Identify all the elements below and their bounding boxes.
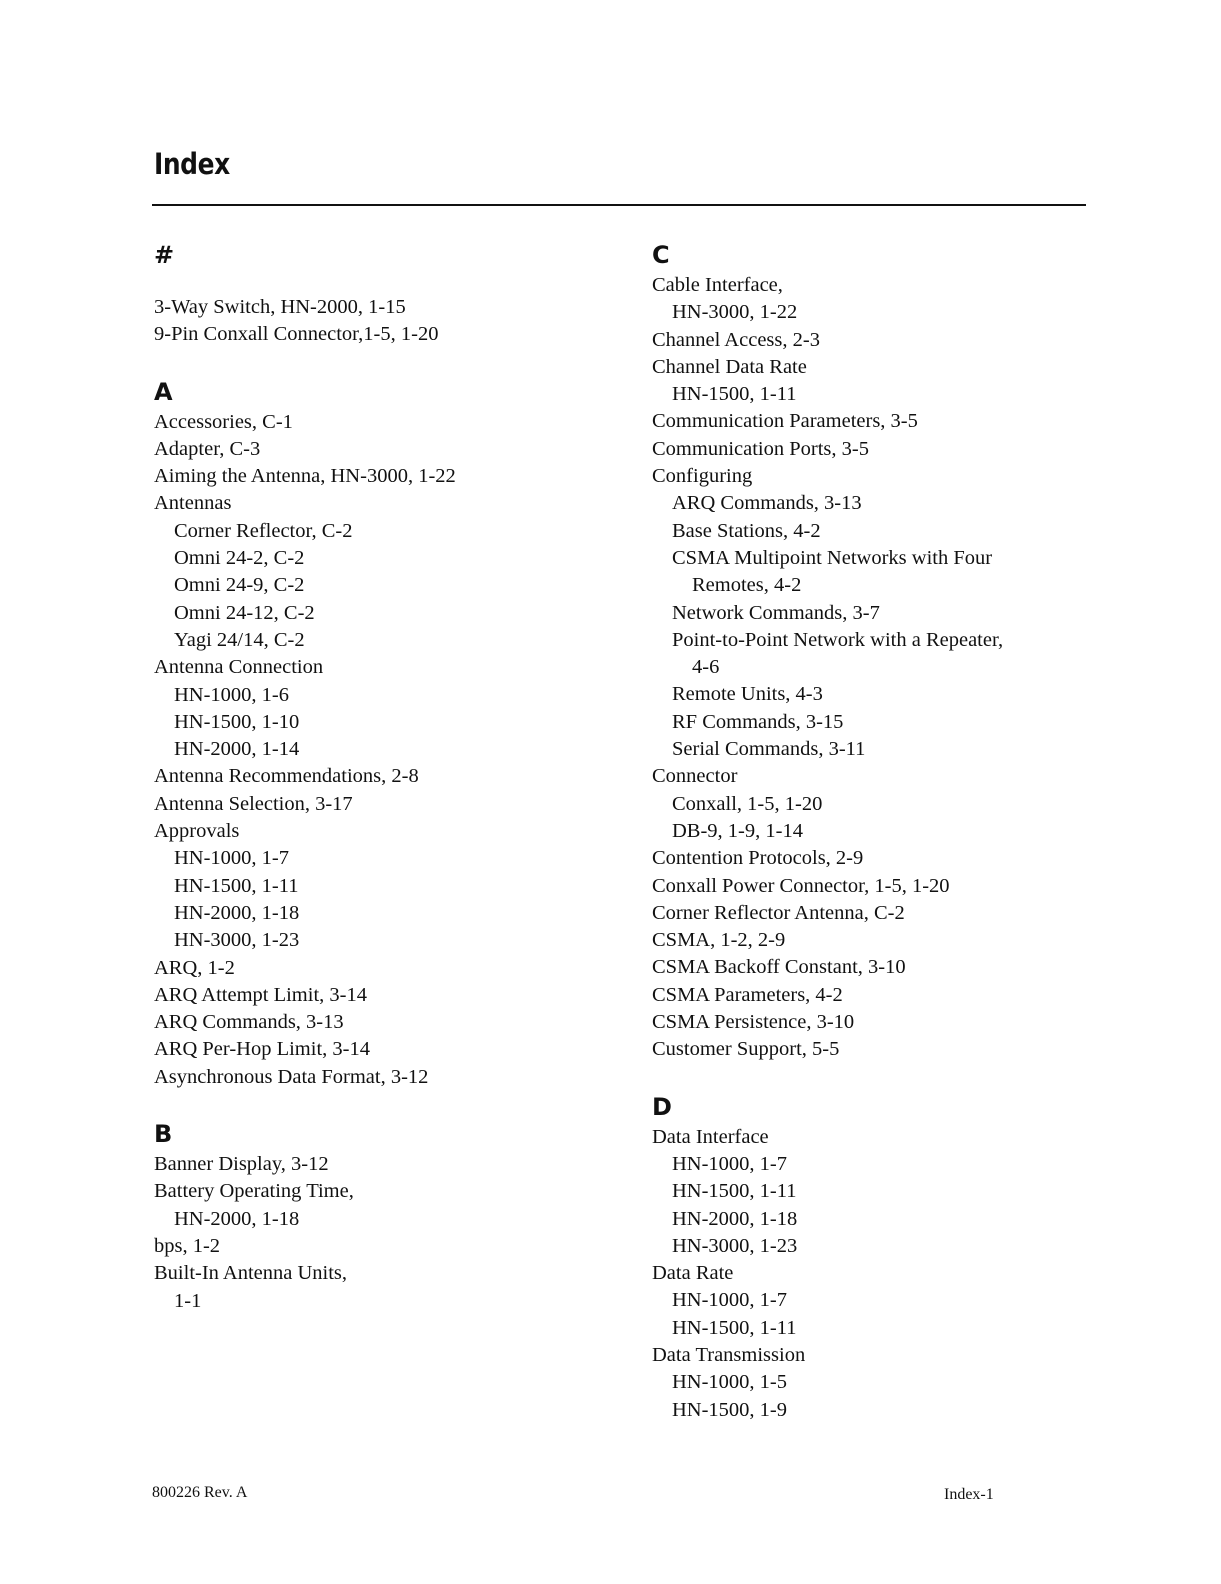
index-subentry: HN-1500, 1-10 <box>174 710 300 733</box>
index-subentry: Serial Commands, 3-11 <box>672 738 866 761</box>
index-subentry: HN-1000, 1-7 <box>672 1289 788 1312</box>
index-entry: Antenna Selection, 3-17 <box>154 792 353 815</box>
index-subentry: HN-3000, 1-23 <box>672 1234 798 1257</box>
index-entry: ARQ Commands, 3-13 <box>154 1011 344 1034</box>
index-entry: Data Rate <box>652 1262 734 1285</box>
index-entry: 9-Pin Conxall Connector,1-5, 1-20 <box>154 323 439 346</box>
index-subentry: 1-1 <box>174 1289 202 1312</box>
index-subentry: HN-3000, 1-22 <box>672 301 798 324</box>
index-entry: Antenna Connection <box>154 656 324 679</box>
index-subentry: HN-1500, 1-11 <box>672 1180 797 1203</box>
index-subentry: Omni 24-2, C-2 <box>174 547 305 570</box>
index-subentry: HN-1500, 1-11 <box>672 383 797 406</box>
index-entry: Connector <box>652 765 738 788</box>
index-subentry: Omni 24-12, C-2 <box>174 601 315 624</box>
index-subentry: HN-1500, 1-9 <box>672 1398 788 1421</box>
section-letter: D <box>652 1092 672 1121</box>
document-number: 800226 Rev. A <box>152 1484 248 1501</box>
index-column-right <box>652 238 1102 1424</box>
index-section <box>652 1090 1102 1424</box>
index-subentry: HN-1500, 1-11 <box>174 874 299 897</box>
index-subentry: Yagi 24/14, C-2 <box>174 628 305 651</box>
index-column-left <box>154 238 624 1315</box>
index-entry: Conxall Power Connector, 1-5, 1-20 <box>652 874 950 897</box>
index-entry: Contention Protocols, 2-9 <box>652 847 864 870</box>
index-section <box>154 1117 624 1315</box>
page-number: Index-1 <box>944 1486 994 1503</box>
index-entry: Customer Support, 5-5 <box>652 1038 840 1061</box>
section-letter: C <box>652 241 670 269</box>
index-section <box>652 238 1102 1064</box>
index-subentry: DB-9, 1-9, 1-14 <box>672 819 803 842</box>
index-subentry: HN-1000, 1-7 <box>174 847 290 870</box>
index-entry: ARQ Attempt Limit, 3-14 <box>154 983 367 1006</box>
index-subentry: Corner Reflector, C-2 <box>174 519 353 542</box>
index-subentry: Point-to-Point Network with a Repeater, <box>672 628 1004 651</box>
section-letter: B <box>154 1120 173 1149</box>
section-letter: A <box>154 377 173 406</box>
index-entry: Channel Data Rate <box>652 355 807 378</box>
section-letter: # <box>154 241 175 269</box>
title-divider <box>152 204 1086 206</box>
index-entry: Data Interface <box>652 1125 769 1148</box>
index-entry: Accessories, C-1 <box>154 410 293 433</box>
index-subentry: HN-1500, 1-11 <box>672 1316 797 1339</box>
index-entry: Asynchronous Data Format, 3-12 <box>154 1065 429 1088</box>
index-subentry: HN-2000, 1-18 <box>672 1207 798 1230</box>
index-subentry: HN-1000, 1-5 <box>672 1371 788 1394</box>
index-entry: Communication Parameters, 3-5 <box>652 410 918 433</box>
index-subentry: CSMA Multipoint Networks with Four <box>672 546 993 569</box>
index-entry: ARQ, 1-2 <box>154 956 235 979</box>
index-entry: bps, 1-2 <box>154 1234 221 1257</box>
index-entry: Built-In Antenna Units, <box>154 1262 348 1285</box>
index-entry: Corner Reflector Antenna, C-2 <box>652 901 905 924</box>
index-subentry: RF Commands, 3-15 <box>672 710 844 733</box>
index-subentry: Conxall, 1-5, 1-20 <box>672 792 823 815</box>
index-entry: CSMA Persistence, 3-10 <box>652 1011 855 1034</box>
index-subentry: HN-1000, 1-6 <box>174 683 290 706</box>
index-subentry: HN-2000, 1-18 <box>174 1207 300 1230</box>
index-section <box>154 238 624 349</box>
index-entry: CSMA, 1-2, 2-9 <box>652 929 786 952</box>
index-entry: Communication Ports, 3-5 <box>652 437 869 460</box>
index-subentry: HN-2000, 1-18 <box>174 901 300 924</box>
index-subentry: HN-2000, 1-14 <box>174 738 300 761</box>
index-subentry: HN-3000, 1-23 <box>174 929 300 952</box>
index-entry: Antennas <box>154 492 232 515</box>
index-subentry: Remotes, 4-2 <box>692 574 802 597</box>
index-subentry: Remote Units, 4-3 <box>672 683 823 706</box>
index-entry: Aiming the Antenna, HN-3000, 1-22 <box>154 465 456 488</box>
index-entry: ARQ Per-Hop Limit, 3-14 <box>154 1038 370 1061</box>
index-subentry: HN-1000, 1-7 <box>672 1152 788 1175</box>
index-entry: Adapter, C-3 <box>154 437 261 460</box>
index-entry: 3-Way Switch, HN-2000, 1-15 <box>154 296 406 318</box>
index-entry: Data Transmission <box>652 1343 806 1366</box>
index-entry: Approvals <box>154 820 240 843</box>
index-subentry: Omni 24-9, C-2 <box>174 574 305 597</box>
index-subentry: ARQ Commands, 3-13 <box>672 492 862 515</box>
index-entry: CSMA Parameters, 4-2 <box>652 983 843 1006</box>
index-entry: CSMA Backoff Constant, 3-10 <box>652 956 906 979</box>
index-entry: Battery Operating Time, <box>154 1180 354 1203</box>
index-subentry: Base Stations, 4-2 <box>672 519 821 542</box>
page-title: Index <box>154 147 230 181</box>
index-section <box>154 375 624 1091</box>
index-entry: Channel Access, 2-3 <box>652 328 820 351</box>
index-entry: Antenna Recommendations, 2-8 <box>154 765 419 788</box>
index-entry: Banner Display, 3-12 <box>154 1153 329 1176</box>
index-entry: Cable Interface, <box>652 274 783 296</box>
index-subentry: 4-6 <box>692 656 720 679</box>
index-subentry: Network Commands, 3-7 <box>672 601 880 624</box>
index-entry: Configuring <box>652 465 753 488</box>
